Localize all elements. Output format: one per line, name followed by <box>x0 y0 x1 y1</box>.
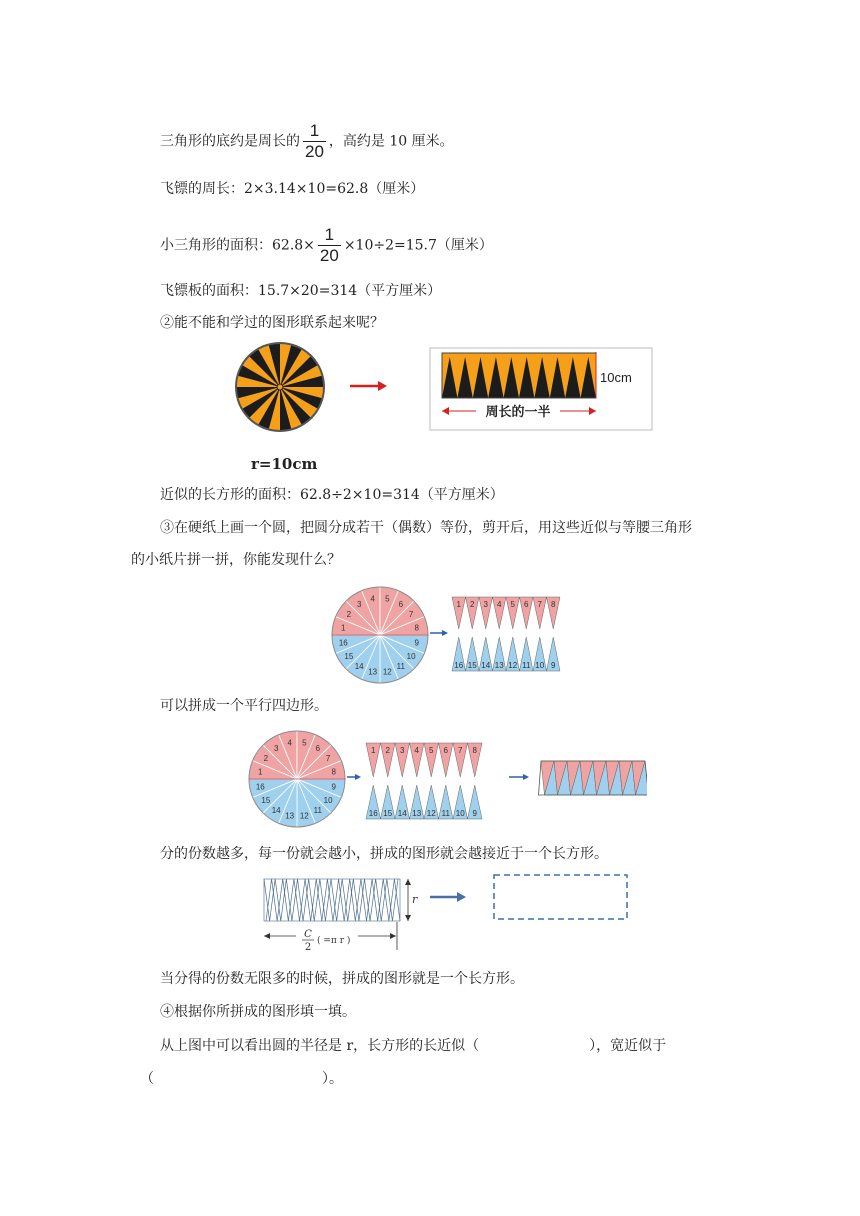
segment-number: 10 <box>406 651 416 661</box>
strip-number: 4 <box>497 600 502 609</box>
segment-number: 9 <box>414 638 419 648</box>
segment-number: 7 <box>408 610 414 620</box>
radius-caption: r=10cm <box>251 455 318 473</box>
text-question-3a: ③在硬纸上画一个圆，把圆分成若干（偶数）等份，剪开后，用这些近似与等腰三角形 <box>160 520 692 536</box>
strip-number: 12 <box>426 809 436 818</box>
base-label: 周长的一半 <box>485 405 551 420</box>
figure-limit-rectangle <box>258 870 638 955</box>
text-dartboard-area: 飞镖板的面积：15.7×20=314（平方厘米） <box>160 283 442 299</box>
figure-circle-split <box>330 585 565 685</box>
segment-number: 16 <box>338 638 348 648</box>
text-segment: ）。 <box>322 1071 343 1087</box>
text-segment: ），宽近似于 <box>589 1038 667 1054</box>
strip-number: 2 <box>385 746 390 755</box>
segment-number: 6 <box>398 599 404 609</box>
c-denominator: 2 <box>304 942 312 953</box>
text-infinite-parts: 当分得的份数无限多的时候，拼成的图形就是一个长方形。 <box>160 971 524 987</box>
strip-number: 5 <box>510 600 515 609</box>
segment-number: 7 <box>325 754 331 764</box>
strip-number: 14 <box>481 661 491 670</box>
strip-number: 16 <box>454 661 464 670</box>
text-segment: （ <box>140 1071 154 1087</box>
strip-number: 4 <box>414 746 419 755</box>
segment-number: 11 <box>313 806 322 816</box>
segment-number: 4 <box>287 738 292 748</box>
text-small-triangle-area <box>160 225 493 266</box>
strip-number: 3 <box>483 600 488 609</box>
strip-number: 11 <box>441 809 450 818</box>
text-segment: ×10÷2=15.7（厘米） <box>343 237 493 254</box>
strip-number: 2 <box>470 600 475 609</box>
text-fill-in <box>160 1036 666 1056</box>
segmented-circle <box>249 731 345 827</box>
fraction <box>303 121 326 162</box>
strip-number: 9 <box>551 661 556 670</box>
segment-number: 5 <box>385 594 390 604</box>
segment-number: 10 <box>323 795 333 805</box>
segment-number: 13 <box>285 811 295 821</box>
arrow-icon <box>347 774 361 780</box>
strip-number: 9 <box>472 809 477 818</box>
strip-number: 7 <box>458 746 463 755</box>
zigzag-strip <box>264 879 400 921</box>
segment-number: 1 <box>258 767 263 777</box>
strip-number: 16 <box>368 809 378 818</box>
segment-number: 14 <box>271 806 281 816</box>
strip-number: 13 <box>412 809 422 818</box>
segment-number: 8 <box>331 767 336 777</box>
strip-number: 15 <box>383 809 393 818</box>
arrow-icon <box>430 892 466 902</box>
segment-number: 2 <box>263 754 269 764</box>
text-segment: ，高约是 10 厘米。 <box>328 133 454 150</box>
parallelogram-shape <box>539 761 648 795</box>
text-segment: 三角形的底约是周长的 <box>160 133 300 150</box>
segment-number: 12 <box>299 811 309 821</box>
c-extra: ( =π r ) <box>317 936 351 946</box>
arrow-icon <box>509 774 529 780</box>
segment-number: 4 <box>370 594 375 604</box>
segment-number: 1 <box>341 623 346 633</box>
fraction <box>318 225 341 266</box>
strip-number: 3 <box>400 746 405 755</box>
strip-number: 10 <box>535 661 545 670</box>
fraction-numerator: 1 <box>303 121 326 142</box>
segment-number: 3 <box>273 743 279 753</box>
segment-number: 5 <box>302 738 307 748</box>
text-rectangle-area: 近似的长方形的面积：62.8÷2×10=314（平方厘米） <box>160 487 504 503</box>
segment-number: 13 <box>368 667 378 677</box>
segment-number: 15 <box>344 651 354 661</box>
strip-number: 1 <box>371 746 376 755</box>
segment-number: 14 <box>354 662 364 672</box>
rearranged-strips <box>452 597 560 671</box>
segment-number: 16 <box>255 782 265 792</box>
strip-number: 14 <box>397 809 407 818</box>
sawtooth-rectangle <box>442 353 596 398</box>
strip-number: 11 <box>522 661 531 670</box>
text-fill-in-2 <box>140 1069 343 1089</box>
strip-number: 5 <box>429 746 434 755</box>
segment-number: 11 <box>396 662 405 672</box>
arrow-icon <box>430 630 448 636</box>
rearranged-strips <box>366 743 482 819</box>
segment-number: 6 <box>315 743 321 753</box>
text-question-4: ④根据你所拼成的图形填一填。 <box>160 1004 356 1020</box>
dashed-rectangle <box>494 875 627 919</box>
strip-number: 12 <box>508 661 518 670</box>
strip-number: 8 <box>472 746 477 755</box>
strip-number: 10 <box>455 809 465 818</box>
c-label: C <box>304 929 312 940</box>
r-label: r <box>412 893 418 906</box>
strip-number: 1 <box>456 600 461 609</box>
strip-number: 6 <box>524 600 529 609</box>
segmented-circle <box>332 587 428 683</box>
strip-number: 7 <box>537 600 542 609</box>
text-more-parts: 分的份数越多，每一份就会越小，拼成的图形就会越接近于一个长方形。 <box>160 846 608 862</box>
fraction-denominator: 20 <box>305 142 324 161</box>
strip-number: 8 <box>551 600 556 609</box>
arrow-icon <box>350 381 387 391</box>
dartboard-icon <box>235 342 325 432</box>
segment-number: 2 <box>346 610 352 620</box>
segment-number: 3 <box>356 599 362 609</box>
segment-number: 15 <box>261 795 271 805</box>
text-question-3b: 的小纸片拼一拼，你能发现什么？ <box>131 552 341 568</box>
text-segment: 小三角形的面积：62.8× <box>160 237 315 254</box>
text-segment: 从上图中可以看出圆的半径是 r，长方形的长近似（ <box>160 1038 480 1054</box>
segment-number: 9 <box>331 782 336 792</box>
text-dart-perimeter: 飞镖的周长：2×3.14×10=62.8（厘米） <box>160 181 425 197</box>
fraction-numerator: 1 <box>318 225 341 246</box>
strip-number: 13 <box>494 661 504 670</box>
text-parallelogram: 可以拼成一个平行四边形。 <box>160 698 328 714</box>
strip-number: 15 <box>467 661 477 670</box>
height-label: 10cm <box>600 370 632 385</box>
fraction-denominator: 20 <box>319 246 339 265</box>
figure-dartboard <box>230 340 660 435</box>
segment-number: 8 <box>414 623 419 633</box>
segment-number: 12 <box>382 667 392 677</box>
text-triangle-base <box>160 121 454 162</box>
text-question-2: ②能不能和学过的图形联系起来呢？ <box>160 315 384 331</box>
figure-circle-to-parallelogram <box>247 729 647 829</box>
strip-number: 6 <box>443 746 448 755</box>
